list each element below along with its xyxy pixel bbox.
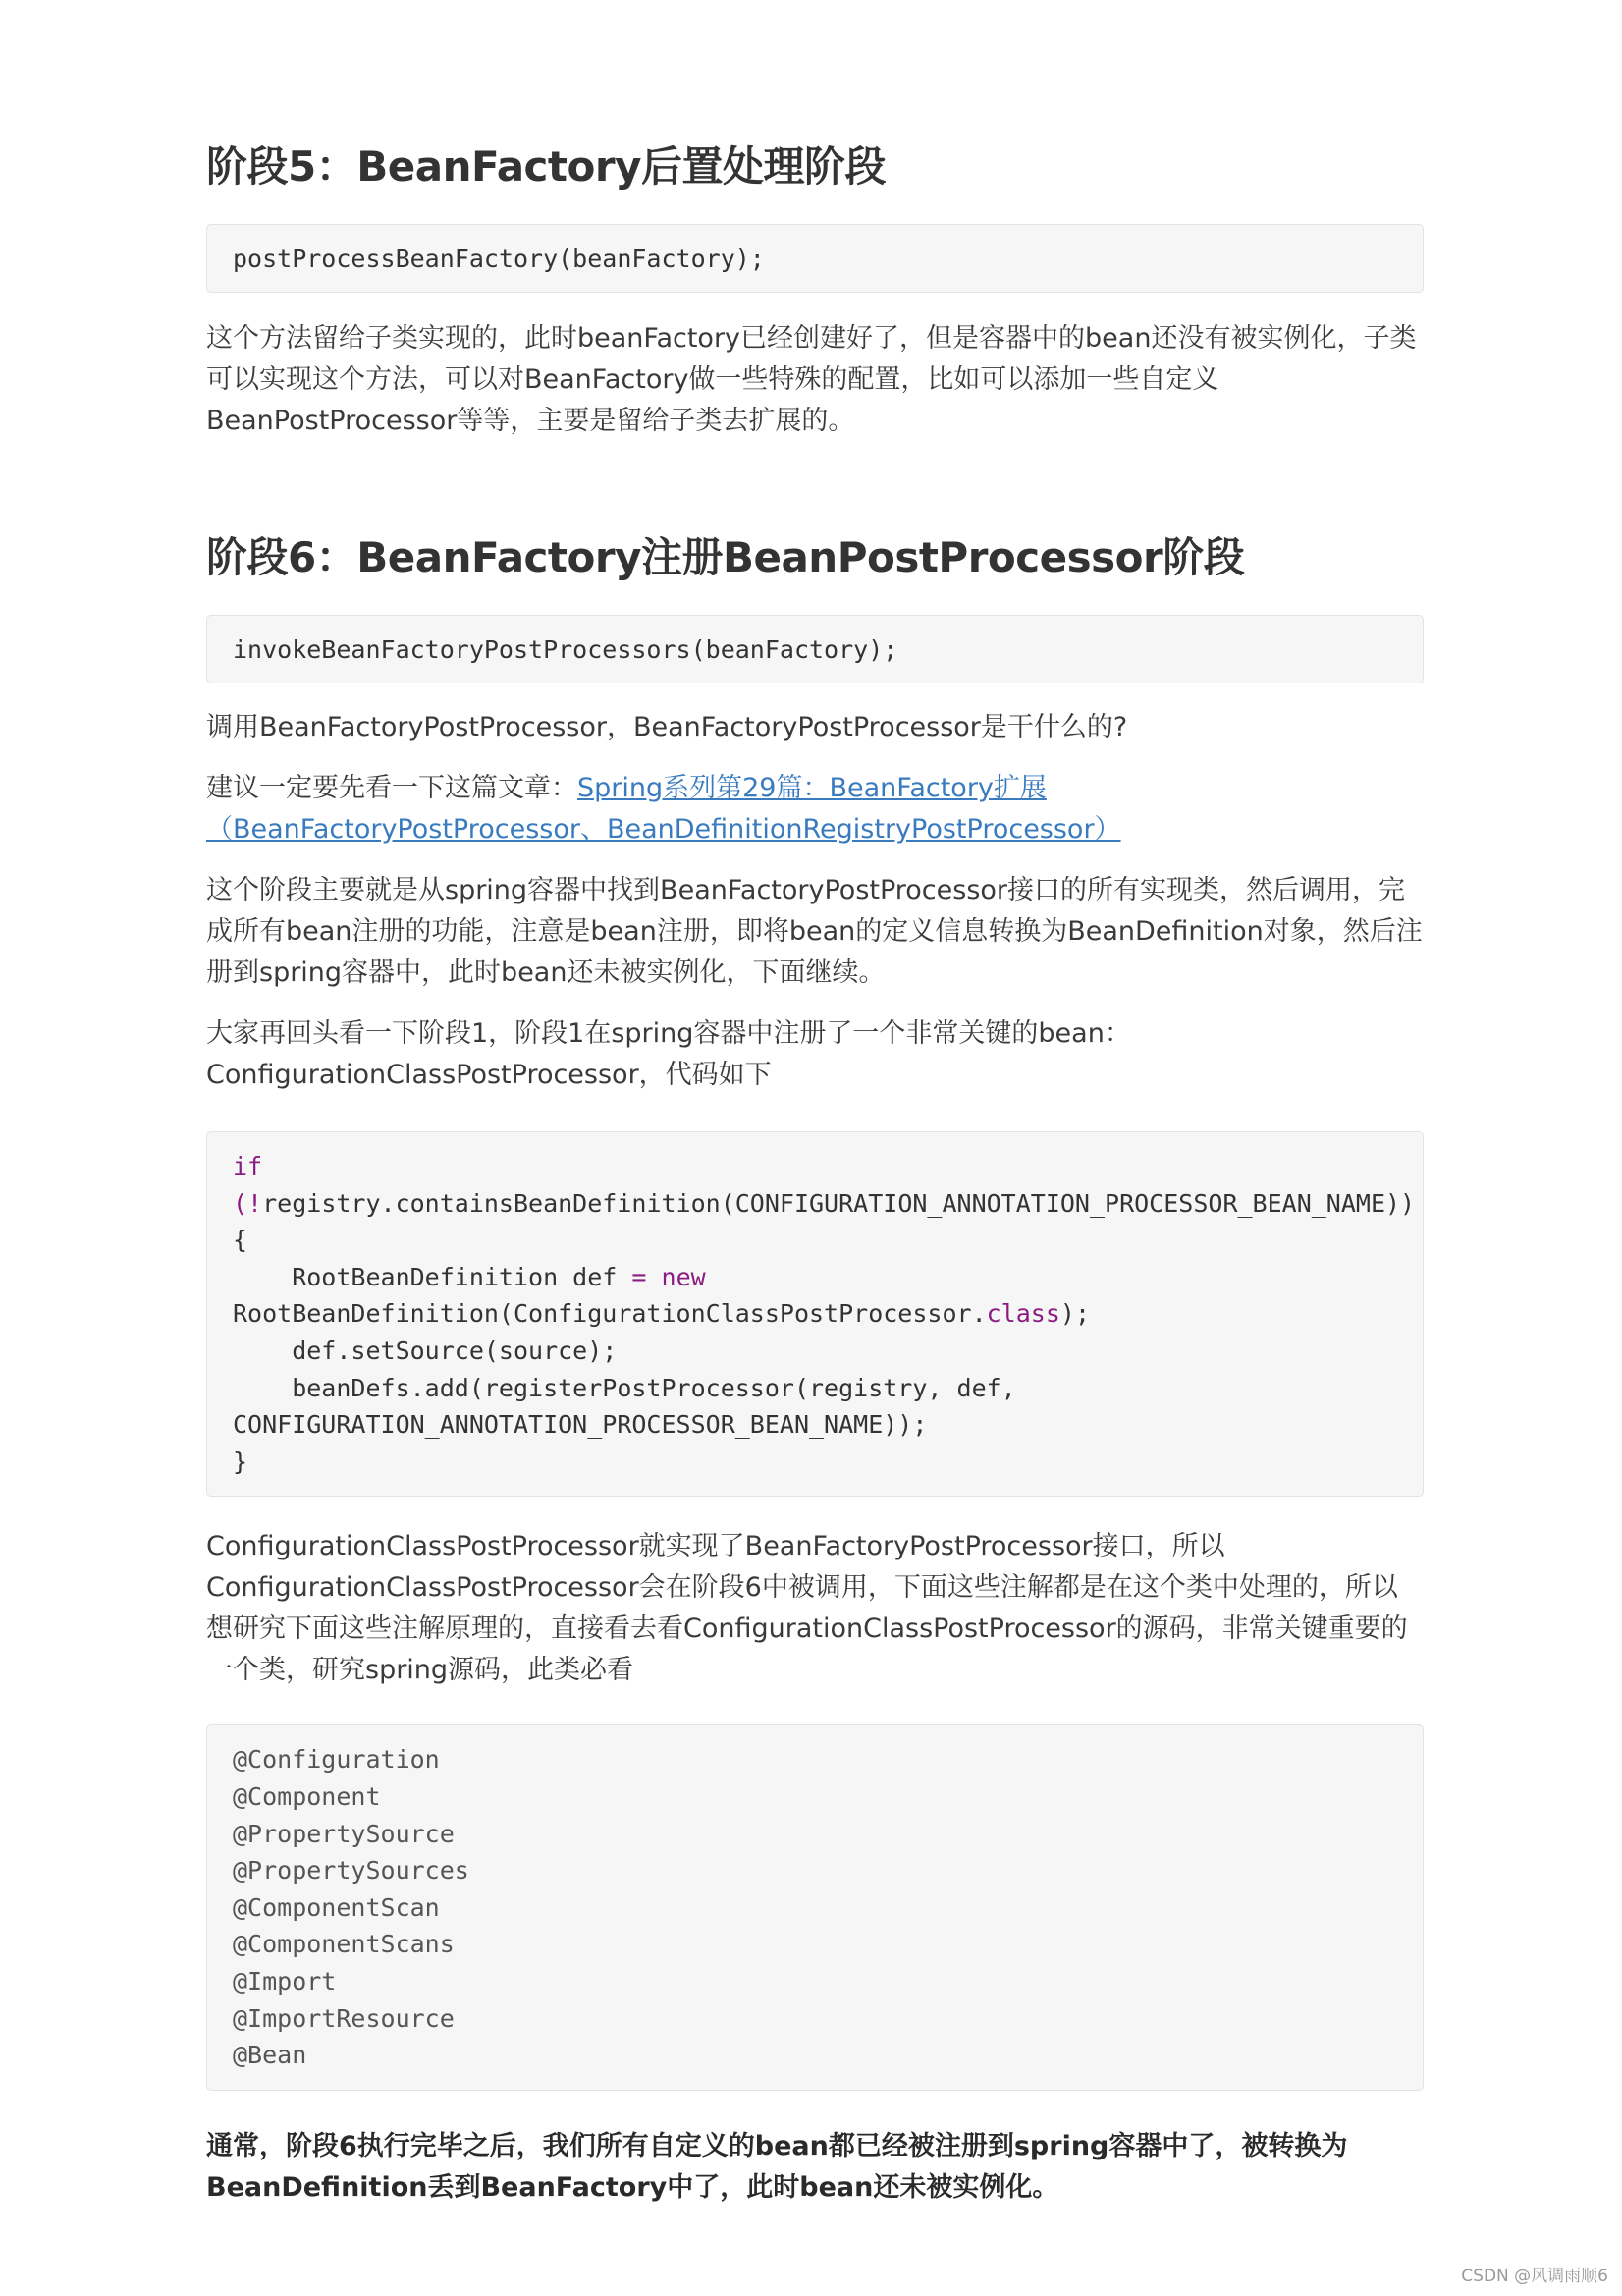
annotation-line: @Bean (233, 2041, 307, 2070)
operator-assign: = (631, 1262, 647, 1291)
code-block-register (206, 1131, 1424, 1497)
keyword-if: if (233, 1152, 263, 1180)
suggest-paragraph (206, 768, 1424, 850)
code-space (646, 1263, 661, 1291)
question-paragraph: 调用BeanFactoryPostProcessor，BeanFactoryPostProcessor是干什么的? (206, 712, 1128, 742)
annotation-line: @Component (233, 1781, 381, 1811)
ccpp-paragraph: ConfigurationClassPostProcessor就实现了BeanFactoryPostProcessor接口，所以ConfigurationClassPostProcessor会在阶段6中被调用，下面这些注解都是在这个类中处理的，所以想研究下面这些注解原理的，直接看去看ConfigurationClassPostProcessor的源码，非常关键重要的一个类，研究spring源码，此类必看 (206, 1531, 1408, 1686)
suggest-prefix: 建议一定要先看一下这篇文章： (206, 773, 577, 803)
code-line: def.setSource(source); (233, 1336, 618, 1365)
code-line: beanDefs.add(registerPostProcessor(registry, def, (233, 1373, 1016, 1402)
code-line: CONFIGURATION_ANNOTATION_PROCESSOR_BEAN_NAME)); (233, 1410, 928, 1440)
annotation-line: @Configuration (233, 1745, 440, 1775)
section6-heading: 阶段6：BeanFactory注册BeanPostProcessor阶段 (206, 533, 1245, 581)
annotation-line: @ComponentScans (233, 1930, 455, 1959)
keyword-new: new (661, 1262, 706, 1291)
article-body (206, 137, 1424, 2209)
summary-paragraph: 通常，阶段6执行完毕之后，我们所有自定义的bean都已经被注册到spring容器中了，被转换为BeanDefinition丢到BeanFactory中了，此时bean还未被实例化。 (206, 2130, 1348, 2203)
csdn-watermark: CSDN @风调雨顺6 (1461, 2267, 1608, 2286)
code-line: RootBeanDefinition def (233, 1262, 632, 1291)
annotation-line: @PropertySource (233, 1819, 455, 1848)
code-line: { (233, 1226, 248, 1255)
code-line: registry.containsBeanDefinition(CONFIGURATION_ANNOTATION_PROCESSOR_BEAN_NAME)) (262, 1188, 1416, 1218)
recall-paragraph: 大家再回头看一下阶段1，阶段1在spring容器中注册了一个非常关键的bean：ConfigurationClassPostProcessor，代码如下 (206, 1018, 1131, 1090)
annotation-line: @ComponentScan (233, 1892, 440, 1922)
code-line: ); (1059, 1299, 1090, 1329)
section5-paragraph: 这个方法留给子类实现的，此时beanFactory已经创建好了，但是容器中的bean还没有被实例化，子类可以实现这个方法，可以对BeanFactory做一些特殊的配置，比如可以添加一些自定义BeanPostProcessor等等，主要是留给子类去扩展的。 (206, 323, 1417, 436)
code-block-post-process: postProcessBeanFactory(beanFactory); (206, 224, 1424, 293)
keyword-class: class (986, 1299, 1060, 1329)
annotation-line: @Import (233, 1966, 337, 1995)
article-link[interactable]: Spring系列第29篇：BeanFactory扩展（BeanFactoryPostProcessor、BeanDefinitionRegistryPostProcessor） (206, 773, 1121, 845)
code-line: RootBeanDefinition(ConfigurationClassPostProcessor. (233, 1299, 987, 1329)
annotations-code-block (206, 1724, 1424, 2090)
operator-not: (! (233, 1188, 263, 1218)
annotation-line: @ImportResource (233, 2003, 455, 2033)
code-block-invoke: invokeBeanFactoryPostProcessors(beanFactory); (206, 615, 1424, 683)
annotation-line: @PropertySources (233, 1856, 469, 1886)
code-line: } (233, 1447, 248, 1476)
section5-heading: 阶段5：BeanFactory后置处理阶段 (206, 142, 886, 191)
main-paragraph: 这个阶段主要就是从spring容器中找到BeanFactoryPostProcessor接口的所有实现类，然后调用，完成所有bean注册的功能，注意是bean注册，即将bean的定义信息转换为BeanDefinition对象，然后注册到spring容器中，此时bean还未被实例化，下面继续。 (206, 875, 1423, 988)
